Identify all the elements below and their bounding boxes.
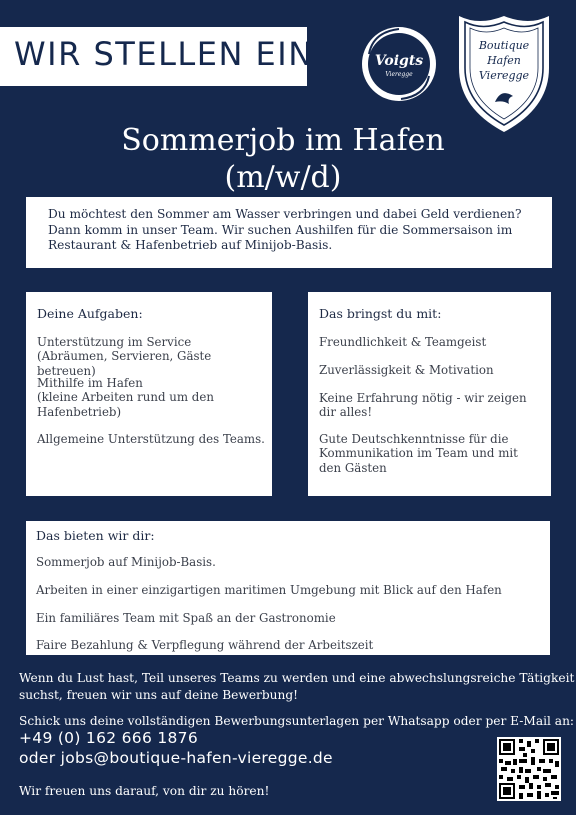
requirement-line: Keine Erfahrung nötig - wir zeigen xyxy=(319,391,527,405)
boutique-shield-icon xyxy=(455,12,553,136)
phone-number[interactable]: +49 (0) 162 666 1876 xyxy=(19,729,198,747)
closing-farewell: Wir freuen uns darauf, von dir zu hören! xyxy=(19,784,270,798)
offer-item: Faire Bezahlung & Verpflegung während der Arbeitszeit xyxy=(36,638,374,652)
offer-item: Arbeiten in einer einzigartigen maritimen Umgebung mit Blick auf den Hafen xyxy=(36,583,502,597)
header-title: WIR STELLEN EIN xyxy=(14,35,314,73)
requirements-box xyxy=(308,292,551,496)
shield-line-1: Boutique xyxy=(478,39,530,52)
requirement-line: Kommunikation im Team und mit xyxy=(319,446,518,461)
task-line: Allgemeine Unterstützung des Teams. xyxy=(37,432,265,446)
task-line: (Abräumen, Servieren, Gäste betreuen) xyxy=(37,349,212,378)
requirement-line: Gute Deutschkenntnisse für die xyxy=(319,432,509,446)
offer-item: Ein familiäres Team mit Spaß an der Gastronomie xyxy=(36,611,336,625)
intro-line: Restaurant & Hafenbetrieb auf Minijob-Basis. xyxy=(48,238,333,252)
tasks-title: Deine Aufgaben: xyxy=(37,306,143,321)
main-title: Sommerjob im Hafen xyxy=(121,123,445,158)
task-line: Mithilfe im Hafen xyxy=(37,376,143,390)
intro-text xyxy=(48,207,542,254)
closing-line: suchst, freuen wir uns auf deine Bewerbung! xyxy=(19,687,299,702)
requirement-item xyxy=(319,363,494,377)
task-item xyxy=(37,335,272,378)
main-subtitle: (m/w/d) xyxy=(224,160,342,195)
task-line: Hafenbetrieb) xyxy=(37,404,122,419)
intro-line: Dann komm in unser Team. Wir suchen Aushilfen für die Sommersaison im xyxy=(48,222,513,237)
shield-line-3: Vieregge xyxy=(478,69,530,82)
requirement-line: dir alles! xyxy=(319,405,373,420)
qr-code-icon[interactable] xyxy=(497,737,561,801)
closing-invite xyxy=(19,670,574,703)
voigts-logo-subtext: Vieregge xyxy=(385,71,413,78)
requirement-item xyxy=(319,432,518,475)
task-item xyxy=(37,376,214,419)
requirements-title: Das bringst du mit: xyxy=(319,306,442,321)
shield-line-2: Hafen xyxy=(487,54,521,67)
requirement-item xyxy=(319,391,527,420)
offer-title: Das bieten wir dir: xyxy=(36,528,155,543)
offer-item: Sommerjob auf Minijob-Basis. xyxy=(36,555,216,569)
closing-apply: Schick uns deine vollständigen Bewerbungsunterlagen per Whatsapp oder per E-Mail an: xyxy=(19,714,575,728)
task-item xyxy=(37,432,265,446)
intro-box xyxy=(26,197,552,268)
header-banner xyxy=(0,27,314,86)
task-line: Unterstützung im Service xyxy=(37,335,192,349)
requirement-line: den Gästen xyxy=(319,460,387,475)
voigts-logo-text: Voigts xyxy=(374,53,424,69)
email-address[interactable]: oder jobs@boutique-hafen-vieregge.de xyxy=(19,749,333,767)
voigts-logo-icon xyxy=(359,24,439,104)
tasks-box xyxy=(26,292,272,496)
closing-line: Wenn du Lust hast, Teil unseres Teams zu werden und eine abwechslungsreiche Tätigkeit xyxy=(19,671,575,685)
offer-box xyxy=(26,521,550,655)
task-line: (kleine Arbeiten rund um den xyxy=(37,390,214,405)
intro-line: Du möchtest den Sommer am Wasser verbringen und dabei Geld verdienen? xyxy=(48,207,522,221)
requirement-item xyxy=(319,335,486,349)
requirement-line: Zuverlässigkeit & Motivation xyxy=(319,363,494,377)
requirement-line: Freundlichkeit & Teamgeist xyxy=(319,335,487,349)
